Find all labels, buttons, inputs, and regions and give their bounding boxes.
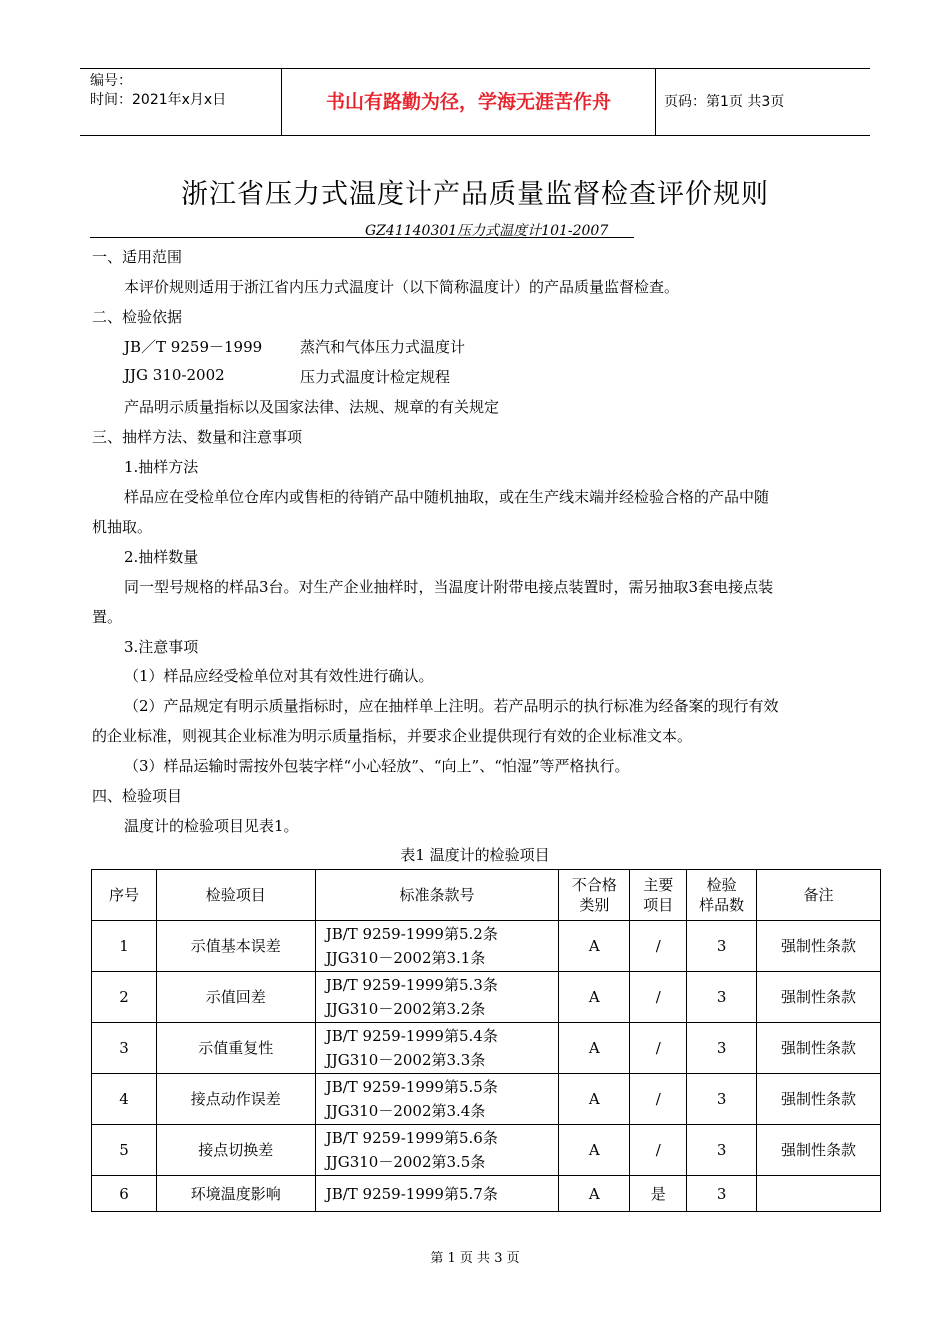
header-qty [687, 870, 757, 921]
cell-no: 2 [92, 972, 157, 1023]
document-code: GZ41140301压力式温度计101-2007 [365, 223, 609, 239]
cell-main: / [630, 1023, 687, 1074]
cell-no: 1 [92, 921, 157, 972]
cell-grade: A [559, 972, 630, 1023]
header-no: 序号 [92, 870, 157, 921]
cell-item: 示值重复性 [156, 1023, 315, 1074]
cell-standard [315, 972, 559, 1023]
list-item: （1）样品应经受检单位对其有效性进行确认。 [124, 667, 434, 685]
cell-grade: A [559, 921, 630, 972]
cell-no: 4 [92, 1074, 157, 1125]
header-qty-line: 样品数 [699, 896, 745, 914]
header-qty-line: 检验 [706, 876, 737, 894]
cell-main: / [630, 921, 687, 972]
cell-note: 强制性条款 [757, 1023, 881, 1074]
cell-grade: A [559, 1023, 630, 1074]
header-item: 检验项目 [156, 870, 315, 921]
standard-line: JJG310－2002第3.4条 [325, 1102, 486, 1120]
standard-line: JJG310－2002第3.3条 [325, 1051, 486, 1069]
table-row [92, 1176, 881, 1212]
cell-grade: A [559, 1176, 630, 1212]
standard-line: JJG310－2002第3.5条 [325, 1153, 486, 1171]
cell-qty: 3 [687, 1176, 757, 1212]
paragraph: 本评价规则适用于浙江省内压力式温度计（以下简称温度计）的产品质量监督检查。 [124, 278, 680, 296]
header-main [630, 870, 687, 921]
reference-name: 蒸汽和气体压力式温度计 [300, 338, 466, 356]
section-heading: 三、抽样方法、数量和注意事项 [92, 428, 303, 446]
cell-grade: A [559, 1074, 630, 1125]
list-item: （2）产品规定有明示质量指标时，应在抽样单上注明。若产品明示的执行标准为经备案的现行有效 [124, 697, 779, 715]
cell-item: 示值基本误差 [156, 921, 315, 972]
table-row [92, 1125, 881, 1176]
standard-line: JB/T 9259-1999第5.7条 [325, 1184, 498, 1203]
time-label: 时间：2021年x月x日 [90, 92, 227, 108]
cell-standard [315, 921, 559, 972]
cell-item: 接点动作误差 [156, 1074, 315, 1125]
standard-line: JB/T 9259-1999第5.4条 [325, 1027, 498, 1045]
cell-main: / [630, 1074, 687, 1125]
page-header [80, 68, 870, 136]
header-grade-line: 不合格 [571, 876, 617, 894]
cell-no: 6 [92, 1176, 157, 1212]
header-grade-line: 类别 [579, 896, 610, 914]
standard-line: JB/T 9259-1999第5.6条 [325, 1129, 498, 1147]
header-main-line: 项目 [643, 896, 674, 914]
table-row [92, 921, 881, 972]
reference-code: JJG 310-2002 [124, 366, 225, 384]
paragraph-line: 同一型号规格的样品3台。对生产企业抽样时，当温度计附带电接点装置时，需另抽取3套电接点装 [124, 578, 774, 596]
cell-grade: A [559, 1125, 630, 1176]
header-grade [559, 870, 630, 921]
table-row [92, 1074, 881, 1125]
cell-note: 强制性条款 [757, 921, 881, 972]
header-meta [80, 69, 282, 135]
cell-qty: 3 [687, 921, 757, 972]
standard-line: JB/T 9259-1999第5.3条 [325, 976, 498, 994]
document-title: 浙江省压力式温度计产品质量监督检查评价规则 [181, 179, 769, 210]
table-caption: 表1 温度计的检验项目 [400, 846, 550, 864]
header-standard: 标准条款号 [315, 870, 559, 921]
subsection-heading: 2.抽样数量 [124, 548, 199, 566]
cell-qty: 3 [687, 1023, 757, 1074]
cell-main: / [630, 972, 687, 1023]
cell-qty: 3 [687, 1074, 757, 1125]
cell-standard [315, 1074, 559, 1125]
standard-line: JB/T 9259-1999第5.2条 [325, 925, 498, 943]
section-heading: 一、适用范围 [92, 248, 183, 266]
cell-standard [315, 1176, 559, 1212]
paragraph-line: 样品应在受检单位仓库内或售柜的待销产品中随机抽取，或在生产线末端并经检验合格的产品中随 [124, 488, 770, 506]
cell-qty: 3 [687, 972, 757, 1023]
standard-line: JJG310－2002第3.2条 [325, 1000, 486, 1018]
cell-note: 强制性条款 [757, 1074, 881, 1125]
section-heading: 二、检验依据 [92, 308, 183, 326]
cell-note [757, 1176, 881, 1212]
list-item: （3）样品运输时需按外包装字样“小心轻放”、“向上”、“怕湿”等严格执行。 [124, 757, 630, 775]
subsection-heading: 1.抽样方法 [124, 458, 199, 476]
cell-item: 接点切换差 [156, 1125, 315, 1176]
header-main-line: 主要 [643, 876, 674, 894]
cell-note: 强制性条款 [757, 1125, 881, 1176]
paragraph-line: 置。 [92, 608, 123, 626]
table-row [92, 972, 881, 1023]
list-item-continued: 的企业标准，则视其企业标准为明示质量指标，并要求企业提供现行有效的企业标准文本。 [92, 727, 693, 745]
subsection-heading: 3.注意事项 [124, 638, 199, 656]
page-footer: 第 1 页 共 3 页 [430, 1251, 520, 1266]
section-heading: 四、检验项目 [92, 787, 183, 805]
cell-no: 5 [92, 1125, 157, 1176]
title-divider [90, 237, 634, 238]
cell-no: 3 [92, 1023, 157, 1074]
cell-note: 强制性条款 [757, 972, 881, 1023]
table-header-row [92, 870, 881, 921]
cell-item: 环境温度影响 [156, 1176, 315, 1212]
cell-qty: 3 [687, 1125, 757, 1176]
paragraph: 温度计的检验项目见表1。 [124, 817, 299, 835]
standard-line: JB/T 9259-1999第5.5条 [325, 1078, 498, 1096]
header-page-label: 页码：第1页 共3页 [664, 94, 785, 110]
paragraph: 产品明示质量指标以及国家法律、法规、规章的有关规定 [124, 398, 500, 416]
reference-code: JB／T 9259－1999 [124, 338, 263, 356]
inspection-items-table [91, 869, 881, 1212]
table-row [92, 1023, 881, 1074]
number-label: 编号： [90, 73, 132, 89]
standard-line: JJG310－2002第3.1条 [325, 949, 486, 967]
cell-standard [315, 1023, 559, 1074]
cell-main: 是 [630, 1176, 687, 1212]
header-note: 备注 [757, 870, 881, 921]
cell-main: / [630, 1125, 687, 1176]
reference-name: 压力式温度计检定规程 [300, 368, 451, 386]
cell-item: 示值回差 [156, 972, 315, 1023]
header-slogan: 书山有路勤为径，学海无涯苦作舟 [282, 69, 656, 135]
paragraph-line: 机抽取。 [92, 518, 153, 536]
cell-standard [315, 1125, 559, 1176]
